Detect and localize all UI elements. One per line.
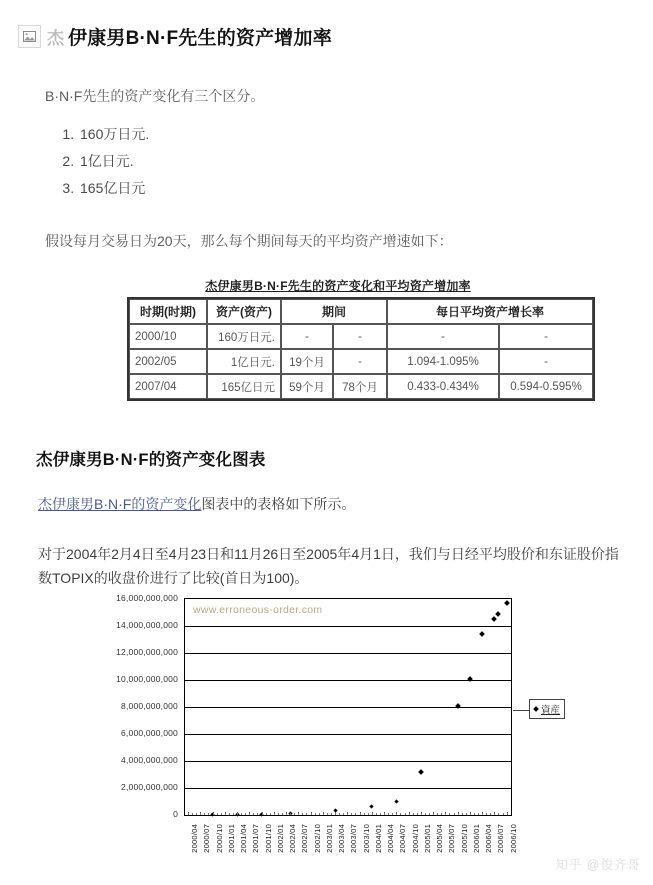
x-axis-minor-tick xyxy=(507,813,508,815)
x-axis-minor-tick xyxy=(192,813,193,815)
y-axis-tick-label: 2,000,000,000 xyxy=(121,782,178,792)
x-axis-minor-tick xyxy=(339,813,340,815)
x-axis-minor-tick xyxy=(298,813,299,815)
y-axis-tick-label: 6,000,000,000 xyxy=(121,728,178,738)
cell-span1: 19个月 xyxy=(281,349,333,374)
cell-span2: 78个月 xyxy=(333,374,387,399)
x-axis-tick-label: 2000/10 xyxy=(214,824,224,853)
x-axis-minor-tick xyxy=(200,813,201,815)
asset-growth-chart xyxy=(96,592,576,877)
header-period: 时期(时期) xyxy=(129,299,207,324)
x-axis-minor-tick xyxy=(229,813,230,815)
chart-link-rest: 图表中的表格如下所示。 xyxy=(201,496,356,513)
x-axis-minor-tick xyxy=(253,813,254,815)
x-axis-minor-tick xyxy=(262,813,263,815)
table-row xyxy=(129,374,593,399)
chart-data-point xyxy=(504,600,510,606)
x-axis-minor-tick xyxy=(417,813,418,815)
x-axis-tick-label: 2002/04 xyxy=(288,824,298,853)
gridline xyxy=(185,761,511,762)
x-axis-minor-tick xyxy=(405,813,406,815)
x-axis-minor-tick xyxy=(486,813,487,815)
table-row xyxy=(129,324,593,349)
x-axis-tick-label: 2001/10 xyxy=(263,824,273,853)
x-axis-minor-tick xyxy=(364,813,365,815)
x-axis-minor-tick xyxy=(360,813,361,815)
x-axis-minor-tick xyxy=(225,813,226,815)
x-axis-minor-tick xyxy=(290,813,291,815)
x-axis-tick-label: 2006/01 xyxy=(471,824,481,853)
x-axis-minor-tick xyxy=(241,813,242,815)
x-axis-tick-label: 2001/07 xyxy=(251,824,261,853)
list-item: 1. 160万日元. xyxy=(78,121,653,148)
x-axis-tick-label: 2005/01 xyxy=(422,824,432,853)
y-axis-tick-label: 12,000,000,000 xyxy=(116,647,178,657)
cell-period: 2002/05 xyxy=(129,349,207,374)
section-title-chart: 杰伊康男B·N·F的资产变化图表 xyxy=(36,451,266,470)
x-axis-tick-label: 2001/04 xyxy=(239,824,249,853)
gridline xyxy=(185,626,511,627)
cell-rate1: - xyxy=(387,324,499,349)
x-axis-minor-tick xyxy=(188,813,189,815)
y-axis-tick-label: 4,000,000,000 xyxy=(121,755,178,765)
x-axis-minor-tick xyxy=(429,813,430,815)
chart-data-point xyxy=(370,805,374,809)
x-axis-minor-tick xyxy=(237,813,238,815)
x-axis-minor-tick xyxy=(213,813,214,815)
x-axis-minor-tick xyxy=(249,813,250,815)
intro-paragraph: B·N·F先生的资产变化有三个区分。 xyxy=(45,88,265,105)
gridline xyxy=(185,680,511,681)
y-axis-tick-label: 14,000,000,000 xyxy=(116,620,178,630)
cell-asset: 165亿日元 xyxy=(207,374,281,399)
cell-span2: - xyxy=(333,349,387,374)
x-axis-minor-tick xyxy=(351,813,352,815)
chart-legend xyxy=(529,699,565,719)
x-axis-minor-tick xyxy=(380,813,381,815)
x-axis-minor-tick xyxy=(347,813,348,815)
x-axis-minor-tick xyxy=(278,813,279,815)
x-axis-minor-tick xyxy=(282,813,283,815)
x-axis-minor-tick xyxy=(372,813,373,815)
y-axis-tick-label: 10,000,000,000 xyxy=(116,674,178,684)
x-axis-tick-label: 2004/01 xyxy=(373,824,383,853)
x-axis-minor-tick xyxy=(437,813,438,815)
x-axis-minor-tick xyxy=(478,813,479,815)
x-axis-minor-tick xyxy=(396,813,397,815)
x-axis-minor-tick xyxy=(286,813,287,815)
list-item: 2. 1亿日元. xyxy=(78,148,653,175)
x-axis-minor-tick xyxy=(474,813,475,815)
x-axis-tick-label: 2006/04 xyxy=(484,824,494,853)
table-row xyxy=(129,349,593,374)
x-axis-minor-tick xyxy=(494,813,495,815)
image-alt-text: 杰 xyxy=(47,28,64,48)
legend-label: 資産 xyxy=(541,705,561,716)
compare-paragraph: 对于2004年2月4日至4月23日和11月26日至2005年4月1日，我们与日经平均股价和东证股价指数TOPIX的收盘价进行了比较(首日为100)。 xyxy=(38,546,619,587)
chart-link-paragraph xyxy=(0,492,653,516)
x-axis-tick-label: 2006/07 xyxy=(496,824,506,853)
x-axis-tick-label: 2004/10 xyxy=(410,824,420,853)
x-axis-tick-label: 2005/07 xyxy=(447,824,457,853)
x-axis-minor-tick xyxy=(392,813,393,815)
x-axis-tick-label: 2004/07 xyxy=(398,824,408,853)
x-axis-minor-tick xyxy=(433,813,434,815)
page-header xyxy=(0,0,653,62)
header-daily-rate: 每日平均资产增长率 xyxy=(387,299,593,324)
x-axis-minor-tick xyxy=(384,813,385,815)
x-axis-minor-tick xyxy=(221,813,222,815)
header-asset: 资产(资产) xyxy=(207,299,281,324)
x-axis-minor-tick xyxy=(311,813,312,815)
cell-rate2: 0.594-0.595% xyxy=(499,374,593,399)
y-axis-tick-label: 16,000,000,000 xyxy=(116,593,178,603)
x-axis-tick-label: 2004/04 xyxy=(386,824,396,853)
chart-data-point xyxy=(479,631,485,637)
x-axis-minor-tick xyxy=(257,813,258,815)
gridline xyxy=(185,734,511,735)
x-axis-minor-tick xyxy=(470,813,471,815)
x-axis-tick-label: 2005/04 xyxy=(435,824,445,853)
cell-period: 2000/10 xyxy=(129,324,207,349)
x-axis-minor-tick xyxy=(327,813,328,815)
cell-rate1: 0.433-0.434% xyxy=(387,374,499,399)
x-axis-minor-tick xyxy=(400,813,401,815)
gridline xyxy=(185,653,511,654)
cell-asset: 1亿日元. xyxy=(207,349,281,374)
money-list xyxy=(0,121,653,202)
x-axis-tick-label: 2003/07 xyxy=(349,824,359,853)
x-axis-minor-tick xyxy=(466,813,467,815)
x-axis-minor-tick xyxy=(245,813,246,815)
asset-change-link[interactable]: 杰伊康男B·N·F的资产变化 xyxy=(38,496,202,513)
x-axis-minor-tick xyxy=(376,813,377,815)
x-axis-minor-tick xyxy=(498,813,499,815)
x-axis-minor-tick xyxy=(482,813,483,815)
x-axis-minor-tick xyxy=(454,813,455,815)
gridline xyxy=(185,788,511,789)
x-axis-minor-tick xyxy=(217,813,218,815)
chart-watermark: www.erroneous-order.com xyxy=(193,604,323,616)
x-axis-tick-label: 2002/10 xyxy=(312,824,322,853)
gridline xyxy=(185,707,511,708)
x-axis-minor-tick xyxy=(274,813,275,815)
x-axis-minor-tick xyxy=(388,813,389,815)
cell-rate2: - xyxy=(499,349,593,374)
x-axis-minor-tick xyxy=(355,813,356,815)
legend-marker-icon xyxy=(533,706,539,712)
x-axis-minor-tick xyxy=(323,813,324,815)
x-axis-minor-tick xyxy=(441,813,442,815)
x-axis-tick-label: 2001/01 xyxy=(226,824,236,853)
x-axis-tick-label: 2002/07 xyxy=(300,824,310,853)
x-axis-minor-tick xyxy=(306,813,307,815)
x-axis-minor-tick xyxy=(421,813,422,815)
x-axis-minor-tick xyxy=(233,813,234,815)
assumption-paragraph: 假设每月交易日为20天，那么每个期间每天的平均资产增速如下： xyxy=(45,233,453,250)
x-axis-minor-tick xyxy=(196,813,197,815)
x-axis-minor-tick xyxy=(343,813,344,815)
chart-data-point xyxy=(418,769,424,775)
x-axis-minor-tick xyxy=(204,813,205,815)
x-axis-minor-tick xyxy=(294,813,295,815)
x-axis-tick-label: 2000/04 xyxy=(190,824,199,853)
x-axis-minor-tick xyxy=(462,813,463,815)
x-axis-minor-tick xyxy=(315,813,316,815)
y-axis-tick-label: 0 xyxy=(173,809,178,819)
table-header-row xyxy=(129,299,593,324)
chart-data-point xyxy=(492,616,498,622)
x-axis-minor-tick xyxy=(270,813,271,815)
cell-span1: 59个月 xyxy=(281,374,333,399)
x-axis-tick-label: 2005/10 xyxy=(459,824,469,853)
x-axis-minor-tick xyxy=(331,813,332,815)
x-axis-minor-tick xyxy=(445,813,446,815)
cell-span2: - xyxy=(333,324,387,349)
chart-data-point xyxy=(394,799,398,803)
x-axis-minor-tick xyxy=(458,813,459,815)
x-axis-minor-tick xyxy=(302,813,303,815)
page-watermark: 知乎 @俊齐哥 xyxy=(555,858,641,872)
x-axis-minor-tick xyxy=(266,813,267,815)
cell-asset: 160万日元. xyxy=(207,324,281,349)
x-axis-tick-label: 2003/01 xyxy=(324,824,334,853)
cell-rate2: - xyxy=(499,324,593,349)
x-axis-minor-tick xyxy=(425,813,426,815)
asset-table-block xyxy=(0,277,653,401)
header-span: 期间 xyxy=(281,299,387,324)
x-axis-minor-tick xyxy=(409,813,410,815)
x-axis-minor-tick xyxy=(319,813,320,815)
y-axis-tick-label: 8,000,000,000 xyxy=(121,701,178,711)
x-axis-tick-label: 2003/04 xyxy=(337,824,347,853)
x-axis-minor-tick xyxy=(368,813,369,815)
asset-table xyxy=(127,297,595,401)
x-axis-minor-tick xyxy=(208,813,209,815)
x-axis-tick-label: 2006/10 xyxy=(508,824,518,853)
x-axis-tick-label: 2002/01 xyxy=(275,824,285,853)
chart-data-point xyxy=(496,611,502,617)
table-caption: 杰伊康男B·N·F先生的资产变化和平均资产增加率 xyxy=(205,279,471,294)
x-axis-minor-tick xyxy=(413,813,414,815)
cell-period: 2007/04 xyxy=(129,374,207,399)
x-axis-minor-tick xyxy=(449,813,450,815)
page-title: 伊康男B·N·F先生的资产增加率 xyxy=(68,27,332,49)
list-item: 3. 165亿日元 xyxy=(78,175,653,202)
cell-span1: - xyxy=(281,324,333,349)
x-axis-minor-tick xyxy=(503,813,504,815)
x-axis-minor-tick xyxy=(490,813,491,815)
broken-image-icon xyxy=(18,25,41,48)
legend-connector xyxy=(513,710,529,711)
x-axis-tick-label: 2003/10 xyxy=(361,824,371,853)
chart-plot-area xyxy=(184,598,512,816)
x-axis-tick-label: 2000/07 xyxy=(202,824,212,853)
cell-rate1: 1.094-1.095% xyxy=(387,349,499,374)
x-axis-minor-tick xyxy=(335,813,336,815)
